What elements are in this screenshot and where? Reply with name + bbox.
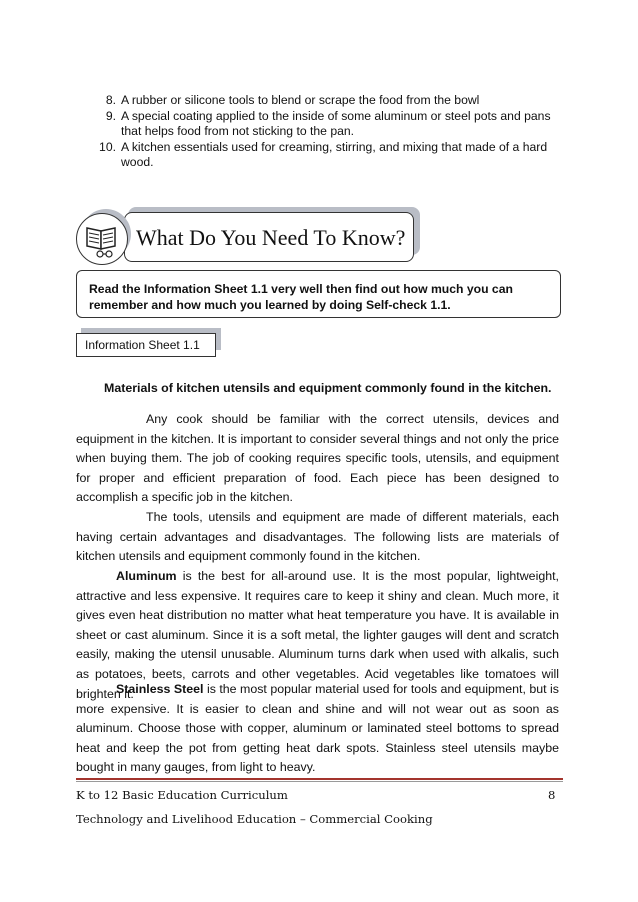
paragraph-intro: Any cook should be familiar with the correct utensils, devices and equipment in the kitchen. It is important to consider several things and not only the price when buying them. The job of cooking requires specific tools, utensils, and equipment for proper and efficient preparation of food. Each piece has been designed to accomplish a specific job in the kitchen. [76, 412, 559, 505]
open-book-icon [76, 213, 128, 265]
instruction-box [76, 270, 561, 318]
footer-rule-thin [76, 781, 563, 782]
section-banner [76, 207, 426, 265]
numbered-list [76, 93, 566, 171]
item-number: 10. [99, 139, 116, 154]
footer-rule [76, 778, 563, 780]
paragraph-stainless-steel [76, 680, 559, 778]
instruction-text: Read the Information Sheet 1.1 very well then find out how much you can remember and how much you learned by doing Self-check 1.1. [89, 282, 513, 312]
paragraph-materials: The tools, utensils and equipment are made of different materials, each having certain advantages and disadvantages. The following lists are materials of kitchen utensils and equipment commonly found in the kitchen. [76, 510, 559, 564]
item-text: A rubber or silicone tools to blend or scrape the food from the bowl [121, 93, 480, 107]
footer-curriculum: K to 12 Basic Education Curriculum [76, 788, 288, 802]
item-text: A special coating applied to the inside of some aluminum or steel pots and pans that helps food from not sticking to the pan. [121, 108, 551, 139]
item-number: 9. [105, 108, 116, 123]
term-stainless-steel: Stainless Steel [116, 682, 204, 696]
page-number: 8 [548, 788, 556, 802]
banner-title: What Do You Need To Know? [136, 225, 406, 250]
section-heading: Materials of kitchen utensils and equipment commonly found in the kitchen. [104, 381, 552, 395]
list-item [76, 109, 566, 140]
list-item [76, 93, 566, 109]
item-text: A kitchen essentials used for creaming, stirring, and mixing that made of a hard wood. [121, 139, 548, 170]
item-number: 8. [105, 93, 116, 107]
list-item [76, 140, 566, 171]
term-aluminum: Aluminum [116, 569, 177, 583]
steel-text: is the most popular material used for tools and equipment, but is more expensive. It is easier to clean and shine and will not wear out as soon as aluminum. Choose those with copper, aluminum or laminated steel bottoms to spread heat and keep the pot from getting heat dark spots. Stainless steel utensils maybe bought in many gauges, from light to heavy. [76, 682, 560, 775]
aluminum-text: is the best for all-around use. It is the most popular, lightweight, attractive and less expensive. It requires care to keep it shiny and clean. Much more, it gives even heat distribution no matter what heat temperature you have. It is available in sheet or cast aluminum. Since it is a soft metal, the lighter gauges will dent and scratch easily, making the utensil unusable. Aluminum turns dark when used with alkalis, such as potatoes, beets, carrots and other vegetables. Acid vegetables like tomatoes will brighten it. [76, 569, 559, 701]
footer-subject: Technology and Livelihood Education – Commercial Cooking [76, 812, 433, 826]
info-sheet-label-box [76, 333, 216, 357]
info-sheet-label: Information Sheet 1.1 [85, 338, 200, 352]
